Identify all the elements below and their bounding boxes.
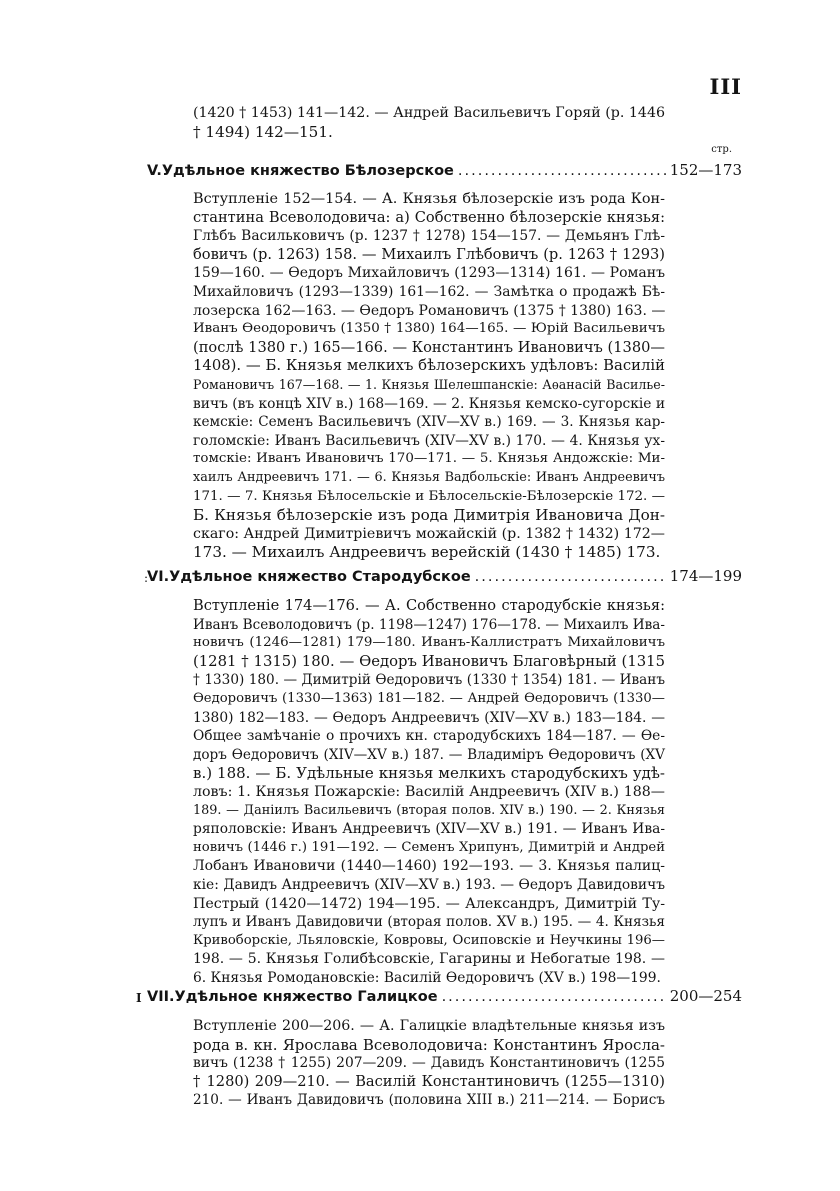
text-line: новичъ (1446 г.) 191—192. — Семенъ Хрипунъ, Димитрій и Андрей <box>193 839 665 855</box>
text-line: доръ Ѳедоровичъ (XIV—XV в.) 187. — Владиміръ Ѳедоровичъ (XV <box>193 746 665 763</box>
text-line: лупъ и Иванъ Давидовичи (вторая полов. XV в.) 195. — 4. Князья <box>193 914 665 931</box>
text-line: Общее замѣчаніе о прочихъ кн. стародубскихъ 184—187. — Ѳе- <box>193 728 665 745</box>
section-number: VI. <box>147 569 170 585</box>
text-line: Кривоборскіе, Льяловскіе, Ковровы, Осиповскіе и Неучкины 196— <box>193 932 665 948</box>
text-line: 6. Князья Ромодановскіе: Василій Ѳедоровичъ (XV в.) 198—199. <box>193 969 661 986</box>
section-body <box>193 597 665 987</box>
text-line: 1408). — Б. Князья мелкихъ бѣлозерскихъ удѣловъ: Василій <box>193 357 665 375</box>
text-line: вичъ (1238 † 1255) 207—209. — Давидъ Константиновичъ (1255 <box>193 1055 665 1072</box>
text-line: в.) 188. — Б. Удѣльные князья мелкихъ стародубскихъ удѣ- <box>193 764 665 783</box>
text-line: Михайловичъ (1293—1339) 161—162. — Замѣтка о продажѣ Бѣ- <box>193 283 665 300</box>
page-number: III <box>709 74 742 99</box>
text-line: ряполовскіе: Иванъ Андреевичъ (XIV—XV в.) 191. — Иванъ Ива- <box>193 821 665 838</box>
text-line: 171. — 7. Князья Бѣлосельскіе и Бѣлосельскіе-Бѣлозерскіе 172. — <box>193 488 665 504</box>
text-line: 198. — 5. Князья Голибѣсовскіе, Гагарины и Небогатые 198. — <box>193 951 665 968</box>
text-line: 173. — Михаилъ Андреевичъ верейскій (1430 † 1485) 173. <box>193 543 661 562</box>
text-line: † 1330) 180. — Димитрій Ѳедоровичъ (1330 † 1354) 181. — Иванъ <box>193 672 665 689</box>
top-paragraph <box>193 104 665 141</box>
text-line: Пестрый (1420—1472) 194—195. — Александръ, Димитрій Ту- <box>193 895 665 912</box>
text-line: кіе: Давидъ Андреевичъ (XIV—XV в.) 193. — Ѳедоръ Давидовичъ <box>193 876 665 893</box>
text-line: Лобанъ Ивановичи (1440—1460) 192—193. — 3. Князья палиц- <box>193 858 665 875</box>
text-line: новичъ (1246—1281) 179—180. Иванъ-Каллистратъ Михайловичъ <box>193 635 665 651</box>
section-pages: 174—199 <box>669 567 742 585</box>
text-line: томскіе: Иванъ Ивановичъ 170—171. — 5. Князья Андожскіе: Ми- <box>193 451 665 467</box>
text-line: Б. Князья бѣлозерскіе изъ рода Димитрія Ивановича Дон- <box>193 506 665 525</box>
section-heading <box>147 987 742 1009</box>
text-line: 210. — Иванъ Давидовичъ (половина XIII в.) 211—214. — Борисъ <box>193 1092 665 1109</box>
leader-dots <box>475 569 666 585</box>
text-line: стантина Всеволодовича: а) Собственно бѣлозерскіе князья: <box>193 208 665 226</box>
section-title: Удѣльное княжество Стародубское <box>169 569 471 585</box>
text-line: скаго: Андрей Димитріевичъ можайскій (р. 1382 † 1432) 172— <box>193 525 665 542</box>
section-heading <box>147 567 742 589</box>
section-pages: 152—173 <box>669 161 742 179</box>
section-pages: 200—254 <box>669 987 742 1005</box>
section-body <box>193 190 665 562</box>
section-heading <box>147 161 742 183</box>
text-line: кемскіе: Семенъ Васильевичъ (XIV—XV в.) 169. — 3. Князья кар- <box>193 414 665 431</box>
text-line: Вступленіе 174—176. — А. Собственно стародубскіе князья: <box>193 597 665 614</box>
text-line: 159—160. — Ѳедоръ Михайловичъ (1293—1314) 161. — Романъ <box>193 265 665 282</box>
text-line: Романовичъ 167—168. — 1. Князья Шелешпанскіе: Аѳанасій Василье- <box>193 376 665 392</box>
leader-dots <box>442 989 666 1005</box>
section-title: Удѣльное княжество Бѣлозерское <box>161 163 454 179</box>
text-line: Вступленіе 152—154. — А. Князья бѣлозерскіе изъ рода Кон- <box>193 191 665 207</box>
margin-mark: : <box>144 571 149 585</box>
text-line: голомскіе: Иванъ Васильевичъ (XIV—XV в.) 170. — 4. Князья ух- <box>193 432 665 449</box>
text-line: Иванъ Ѳеодоровичъ (1350 † 1380) 164—165. — Юрій Васильевичъ <box>193 321 665 337</box>
text-line: † 1280) 209—210. — Василій Константиновичъ (1255—1310) <box>193 1072 665 1090</box>
text-line: бовичъ (р. 1263) 158. — Михаилъ Глѣбовичъ (р. 1263 † 1293) <box>193 245 665 263</box>
text-line: (1420 † 1453) 141—142. — Андрей Васильевичъ Горяй (р. 1446 <box>193 105 665 121</box>
section-number: VII. <box>147 989 175 1005</box>
text-line: ловъ: 1. Князья Пожарскіе: Василій Андреевичъ (XIV в.) 188— <box>193 783 665 800</box>
text-line: Иванъ Всеволодовичъ (р. 1198—1247) 176—178. — Михаилъ Ива- <box>193 616 665 633</box>
text-line: лозерска 162—163. — Ѳедоръ Романовичъ (1375 † 1380) 163. — <box>193 302 666 319</box>
text-line: 1380) 182—183. — Ѳедоръ Андреевичъ (XIV—XV в.) 183—184. — <box>193 709 665 726</box>
text-line: (послѣ 1380 г.) 165—166. — Константинъ Ивановичъ (1380— <box>193 338 665 356</box>
text-line: Вступленіе 200—206. — А. Галицкіе владѣтельные князья изъ <box>193 1018 665 1034</box>
text-line: † 1494) 142—151. <box>193 122 333 141</box>
column-header: стр. <box>711 144 732 155</box>
text-line: вичъ (въ концѣ XIV в.) 168—169. — 2. Князья кемско-сугорскіе и <box>193 395 666 412</box>
section-number: V. <box>147 163 162 179</box>
text-line: 189. — Даніилъ Васильевичъ (вторая полов. XIV в.) 190. — 2. Князья <box>193 802 665 818</box>
text-line: Глѣбъ Васильковичъ (р. 1237 † 1278) 154—157. — Демьянъ Глѣ- <box>193 228 665 245</box>
section-title: Удѣльное княжество Галицкое <box>174 989 438 1005</box>
text-line: (1281 † 1315) 180. — Ѳедоръ Ивановичъ Благовѣрный (1315 <box>193 652 665 670</box>
text-line: Ѳедоровичъ (1330—1363) 181—182. — Андрей Ѳедоровичъ (1330— <box>193 690 665 706</box>
margin-mark: I <box>136 991 142 1005</box>
leader-dots <box>458 163 666 179</box>
text-line: хаилъ Андреевичъ 171. — 6. Князья Вадбольскіе: Иванъ Андреевичъ <box>193 469 665 485</box>
section-body <box>193 1017 665 1110</box>
text-line: рода в. кн. Ярослава Всеволодовича: Константинъ Яросла- <box>193 1035 665 1054</box>
